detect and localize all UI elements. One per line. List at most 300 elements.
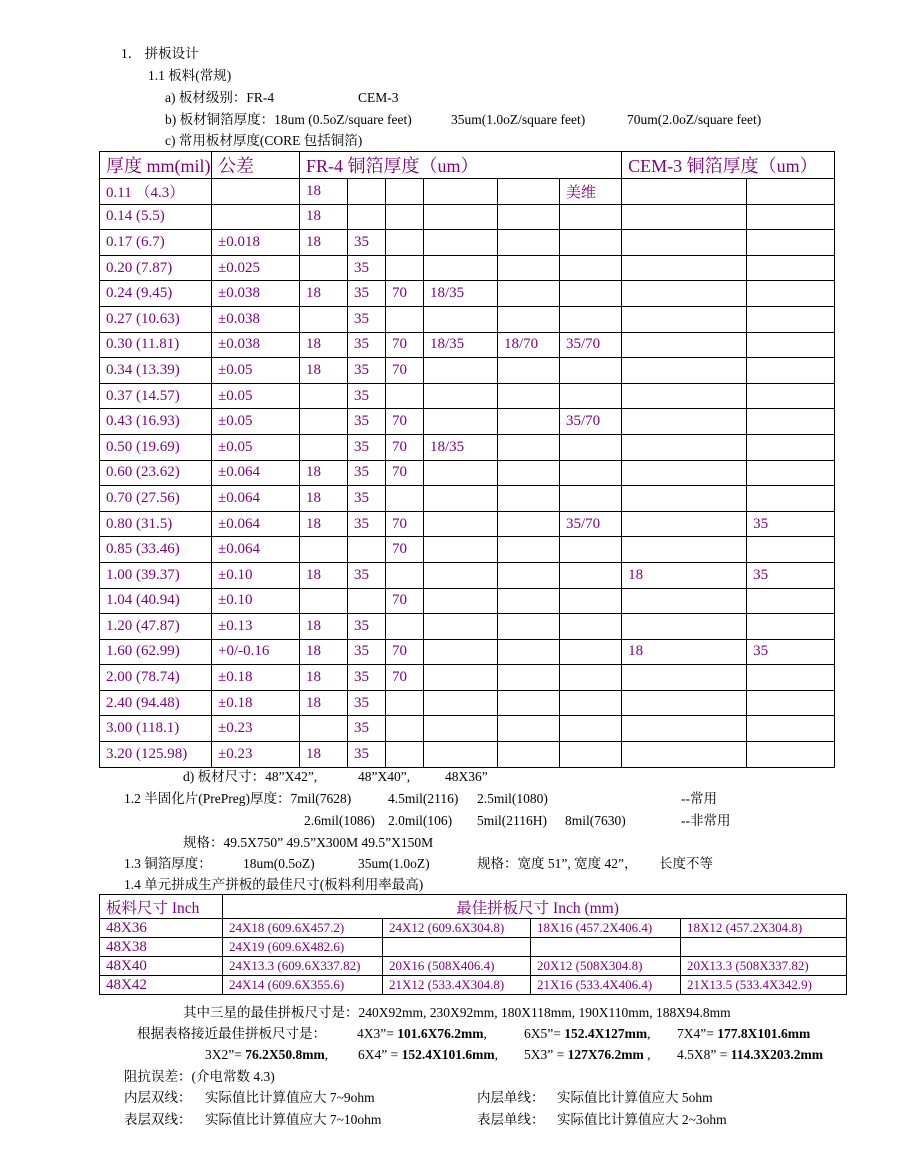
table-cell xyxy=(424,358,498,384)
table-cell: 70 xyxy=(386,511,424,537)
table-cell xyxy=(622,358,747,384)
table-cell xyxy=(424,716,498,742)
closest-size-pre: 5X3” = xyxy=(524,1047,568,1062)
closest-size-pre: 4X3”= xyxy=(357,1026,398,1041)
table-cell: 35 xyxy=(747,639,835,665)
table-cell xyxy=(424,179,498,205)
table-cell xyxy=(424,511,498,537)
table-cell xyxy=(498,306,560,332)
table-cell: 18 xyxy=(300,204,348,230)
closest-size-pre: 4.5X8” = xyxy=(677,1047,731,1062)
prepreg-uncommon-2: 2.0mil(106) xyxy=(388,813,453,828)
table-cell: 美维 xyxy=(560,179,622,205)
table-cell: 70 xyxy=(386,409,424,435)
table-cell xyxy=(498,537,560,563)
table-cell: 18 xyxy=(622,562,747,588)
table-cell: 70 xyxy=(386,460,424,486)
table-cell xyxy=(386,306,424,332)
table-cell: 35 xyxy=(348,562,386,588)
table-cell xyxy=(300,537,348,563)
inner-diff-value: 实际值比计算值应大 7~9ohm xyxy=(205,1090,375,1105)
panel-cell: 20X12 (508X304.8) xyxy=(531,957,681,976)
item-a-value: CEM-3 xyxy=(358,90,399,105)
table-cell xyxy=(560,742,622,768)
impedance-title: 阻抗误差：(介电常数 4.3) xyxy=(124,1069,275,1084)
table-cell xyxy=(386,614,424,640)
table-cell: +0/-0.16 xyxy=(212,639,300,665)
section-1-4-title: 1.4 单元拼成生产拼板的最佳尺寸(板料利用率最高) xyxy=(124,877,424,892)
table-cell: 2.40 (94.48) xyxy=(100,690,212,716)
table-cell xyxy=(386,562,424,588)
table-cell xyxy=(386,179,424,205)
panel-cell: 21X13.5 (533.4X342.9) xyxy=(681,976,847,995)
table-cell: 35 xyxy=(348,383,386,409)
table-cell xyxy=(747,409,835,435)
table-cell xyxy=(424,486,498,512)
table-cell xyxy=(386,204,424,230)
subsection-title: 1.1 板料(常规) xyxy=(148,68,232,83)
table-cell xyxy=(560,358,622,384)
table-cell xyxy=(348,204,386,230)
table-cell xyxy=(622,281,747,307)
closest-size-1 xyxy=(357,1025,487,1043)
header-sheet-size: 板料尺寸 Inch xyxy=(100,895,223,919)
table-cell xyxy=(498,639,560,665)
table-cell: 18 xyxy=(622,639,747,665)
table-row xyxy=(100,511,835,537)
table-cell: 0.11 （4.3） xyxy=(100,179,212,205)
table-cell: 0.14 (5.5) xyxy=(100,204,212,230)
table-cell xyxy=(560,486,622,512)
closest-size-pre: 6X4” = xyxy=(358,1047,402,1062)
outer-diff-value: 实际值比计算值应大 7~10ohm xyxy=(205,1112,382,1127)
table-cell: 35 xyxy=(348,665,386,691)
table-cell xyxy=(424,639,498,665)
table-cell xyxy=(747,588,835,614)
table-row xyxy=(100,486,835,512)
table-cell xyxy=(424,742,498,768)
table-cell: ±0.05 xyxy=(212,434,300,460)
closest-size-val: 177.8X101.6mm xyxy=(717,1026,811,1041)
closest-sep: , xyxy=(647,1026,651,1041)
table-cell: ±0.23 xyxy=(212,742,300,768)
closest-size-val: 114.3X203.2mm xyxy=(730,1047,823,1062)
table-cell: 1.00 (39.37) xyxy=(100,562,212,588)
table-cell: 70 xyxy=(386,332,424,358)
table-cell xyxy=(560,306,622,332)
table-row xyxy=(100,281,835,307)
table-cell xyxy=(622,409,747,435)
closest-size-val: 127X76.2mm xyxy=(567,1047,644,1062)
prepreg-uncommon-1: 2.6mil(1086) xyxy=(304,813,375,828)
table-cell: 35 xyxy=(348,511,386,537)
panel-sheet-size: 48X40 xyxy=(100,957,223,976)
table-cell xyxy=(747,742,835,768)
table-row xyxy=(100,460,835,486)
closest-size-6 xyxy=(524,1046,650,1064)
table-cell: ±0.018 xyxy=(212,230,300,256)
table-cell xyxy=(747,230,835,256)
panel-row xyxy=(100,976,847,995)
table-cell: ±0.064 xyxy=(212,537,300,563)
table-cell: 18 xyxy=(300,639,348,665)
table-cell xyxy=(424,588,498,614)
table-cell xyxy=(622,742,747,768)
panel-cell: 24X18 (609.6X457.2) xyxy=(223,919,383,938)
table-cell: 35/70 xyxy=(560,332,622,358)
table-cell xyxy=(498,358,560,384)
table-header-row xyxy=(100,152,835,179)
table-row xyxy=(100,665,835,691)
item-c-label: c) 常用板材厚度(CORE 包括铜箔) xyxy=(165,133,363,148)
table-cell: 0.80 (31.5) xyxy=(100,511,212,537)
table-cell: 35 xyxy=(348,486,386,512)
closest-sep: , xyxy=(324,1047,329,1062)
panel-cell: 24X13.3 (609.6X337.82) xyxy=(223,957,383,976)
panel-size-table xyxy=(99,894,847,995)
item-b-value-3: 70um(2.0oZ/square feet) xyxy=(627,112,762,127)
table-cell xyxy=(300,588,348,614)
panel-row xyxy=(100,938,847,957)
table-cell xyxy=(622,716,747,742)
table-cell xyxy=(300,306,348,332)
closest-sep: , xyxy=(643,1047,651,1062)
table-cell xyxy=(747,306,835,332)
table-cell xyxy=(348,537,386,563)
table-cell xyxy=(747,665,835,691)
closest-size-4 xyxy=(205,1046,328,1064)
table-cell: ±0.13 xyxy=(212,614,300,640)
table-cell xyxy=(386,230,424,256)
table-cell xyxy=(498,486,560,512)
table-cell xyxy=(498,255,560,281)
table-cell: 3.20 (125.98) xyxy=(100,742,212,768)
panel-cell: 20X13.3 (508X337.82) xyxy=(681,957,847,976)
table-cell xyxy=(560,716,622,742)
panel-cell: 21X12 (533.4X304.8) xyxy=(383,976,531,995)
table-cell xyxy=(498,281,560,307)
table-cell: 70 xyxy=(386,588,424,614)
table-cell: 70 xyxy=(386,434,424,460)
table-cell xyxy=(560,588,622,614)
table-cell: 0.24 (9.45) xyxy=(100,281,212,307)
table-cell xyxy=(560,537,622,563)
table-cell: 35 xyxy=(348,332,386,358)
table-cell xyxy=(424,665,498,691)
table-cell: 2.00 (78.74) xyxy=(100,665,212,691)
table-row xyxy=(100,179,835,205)
table-cell: ±0.064 xyxy=(212,460,300,486)
table-cell xyxy=(498,742,560,768)
table-cell: 35 xyxy=(348,281,386,307)
table-cell xyxy=(622,665,747,691)
panel-row xyxy=(100,957,847,976)
table-cell: 35 xyxy=(348,716,386,742)
table-cell xyxy=(498,588,560,614)
table-cell: ±0.038 xyxy=(212,332,300,358)
table-cell: 0.34 (13.39) xyxy=(100,358,212,384)
table-cell xyxy=(560,255,622,281)
table-cell xyxy=(747,179,835,205)
table-cell: ±0.10 xyxy=(212,588,300,614)
table-cell xyxy=(424,614,498,640)
table-cell: 35 xyxy=(348,358,386,384)
table-cell: 70 xyxy=(386,537,424,563)
table-cell: 1.04 (40.94) xyxy=(100,588,212,614)
table-cell xyxy=(424,383,498,409)
table-cell xyxy=(747,716,835,742)
table-cell xyxy=(498,460,560,486)
table-cell: 18 xyxy=(300,665,348,691)
item-a-label: a) 板材级别：FR-4 xyxy=(165,90,275,105)
table-cell: 18/35 xyxy=(424,434,498,460)
table-cell: 35 xyxy=(348,255,386,281)
table-cell: 35 xyxy=(348,306,386,332)
table-cell: 0.37 (14.57) xyxy=(100,383,212,409)
table-row xyxy=(100,204,835,230)
table-row xyxy=(100,588,835,614)
panel-cell: 18X16 (457.2X406.4) xyxy=(531,919,681,938)
closest-size-7 xyxy=(677,1046,823,1064)
table-cell xyxy=(747,204,835,230)
table-cell xyxy=(498,409,560,435)
table-cell xyxy=(498,230,560,256)
closest-size-val: 152.4X101.6mm xyxy=(401,1047,495,1062)
prepreg-note-uncommon: --非常用 xyxy=(681,813,731,828)
table-cell: 18 xyxy=(300,511,348,537)
table-cell: 35 xyxy=(348,614,386,640)
table-cell xyxy=(622,588,747,614)
table-cell: 0.50 (19.69) xyxy=(100,434,212,460)
table-cell xyxy=(622,383,747,409)
table-cell xyxy=(424,230,498,256)
inner-diff-label: 内层双线： xyxy=(124,1090,192,1105)
table-cell xyxy=(424,690,498,716)
header-fr4: FR-4 铜箔厚度（um） xyxy=(300,152,622,179)
table-cell: 0.20 (7.87) xyxy=(100,255,212,281)
table-cell xyxy=(498,383,560,409)
table-cell xyxy=(747,255,835,281)
table-cell: 0.27 (10.63) xyxy=(100,306,212,332)
table-cell: 35 xyxy=(747,562,835,588)
table-cell xyxy=(498,716,560,742)
closest-size-val: 152.4X127mm xyxy=(564,1026,648,1041)
copper-label: 1.3 铜箔厚度： xyxy=(124,856,212,871)
table-cell: 70 xyxy=(386,639,424,665)
table-cell xyxy=(747,690,835,716)
table-cell: ±0.038 xyxy=(212,281,300,307)
table-cell xyxy=(386,486,424,512)
table-cell xyxy=(212,179,300,205)
panel-cell xyxy=(681,938,847,957)
table-cell xyxy=(622,255,747,281)
table-cell xyxy=(560,230,622,256)
panel-table-header xyxy=(100,895,847,919)
table-cell xyxy=(498,690,560,716)
panel-sheet-size: 48X42 xyxy=(100,976,223,995)
table-cell: 1.20 (47.87) xyxy=(100,614,212,640)
table-cell xyxy=(747,358,835,384)
item-d-value-2: 48”X40”, xyxy=(358,769,411,784)
table-cell xyxy=(622,511,747,537)
panel-row xyxy=(100,919,847,938)
table-row xyxy=(100,332,835,358)
table-cell xyxy=(560,562,622,588)
prepreg-note-common: --常用 xyxy=(681,791,717,806)
table-cell xyxy=(622,204,747,230)
table-cell: ±0.025 xyxy=(212,255,300,281)
outer-single-label: 表层单线： xyxy=(477,1112,545,1127)
table-cell xyxy=(622,614,747,640)
table-cell xyxy=(300,383,348,409)
outer-diff-label: 表层双线： xyxy=(124,1112,192,1127)
panel-cell: 24X14 (609.6X355.6) xyxy=(223,976,383,995)
table-cell xyxy=(424,409,498,435)
samsung-sizes: 其中三星的最佳拼板尺寸是：240X92mm, 230X92mm, 180X118mm, 190X110mm, 188X94.8mm xyxy=(183,1005,731,1020)
table-cell xyxy=(560,434,622,460)
table-cell xyxy=(622,230,747,256)
table-cell: 35/70 xyxy=(560,511,622,537)
table-cell: ±0.10 xyxy=(212,562,300,588)
table-cell: 70 xyxy=(386,358,424,384)
table-cell xyxy=(747,434,835,460)
table-cell: 18 xyxy=(300,562,348,588)
table-cell xyxy=(348,179,386,205)
section-title: 1． 拼板设计 xyxy=(121,46,199,61)
closest-label: 根据表格接近最佳拼板尺寸是： xyxy=(137,1026,326,1041)
table-cell xyxy=(300,434,348,460)
panel-cell: 21X16 (533.4X406.4) xyxy=(531,976,681,995)
table-cell: 18/70 xyxy=(498,332,560,358)
table-row xyxy=(100,383,835,409)
table-cell: ±0.064 xyxy=(212,486,300,512)
table-cell xyxy=(560,281,622,307)
table-cell xyxy=(747,537,835,563)
table-cell xyxy=(622,434,747,460)
table-cell xyxy=(747,486,835,512)
table-row xyxy=(100,434,835,460)
item-b-value-2: 35um(1.0oZ/square feet) xyxy=(451,112,586,127)
item-b-label: b) 板材铜箔厚度：18um (0.5oZ/square feet) xyxy=(165,112,412,127)
table-cell xyxy=(560,614,622,640)
table-cell: 35 xyxy=(348,639,386,665)
table-cell: 18/35 xyxy=(424,332,498,358)
panel-cell xyxy=(383,938,531,957)
table-cell xyxy=(560,639,622,665)
table-row xyxy=(100,306,835,332)
table-cell xyxy=(498,562,560,588)
table-cell: 35 xyxy=(348,230,386,256)
panel-cell: 18X12 (457.2X304.8) xyxy=(681,919,847,938)
closest-size-val: 101.6X76.2mm xyxy=(397,1026,484,1041)
closest-size-val: 76.2X50.8mm xyxy=(245,1047,325,1062)
inner-single-value: 实际值比计算值应大 5ohm xyxy=(557,1090,713,1105)
table-cell xyxy=(300,409,348,435)
panel-cell: 24X19 (609.6X482.6) xyxy=(223,938,383,957)
table-cell: 18/35 xyxy=(424,281,498,307)
table-cell: ±0.038 xyxy=(212,306,300,332)
closest-size-5 xyxy=(358,1046,498,1064)
table-cell xyxy=(622,179,747,205)
table-cell xyxy=(622,486,747,512)
table-cell xyxy=(212,204,300,230)
prepreg-label: 1.2 半固化片(PrePreg)厚度：7mil(7628) xyxy=(124,791,352,806)
table-cell: 0.60 (23.62) xyxy=(100,460,212,486)
item-d-value-3: 48X36” xyxy=(445,769,488,784)
table-cell: 35 xyxy=(747,511,835,537)
table-cell xyxy=(424,460,498,486)
prepreg-spec: 规格：49.5X750” 49.5”X300M 49.5”X150M xyxy=(183,835,434,850)
table-cell xyxy=(348,588,386,614)
table-cell xyxy=(560,204,622,230)
table-row xyxy=(100,614,835,640)
table-cell: 18 xyxy=(300,742,348,768)
item-d-label: d) 板材尺寸：48”X42”, xyxy=(183,769,318,784)
table-cell xyxy=(300,255,348,281)
table-cell xyxy=(424,204,498,230)
table-cell xyxy=(386,255,424,281)
table-cell: ±0.064 xyxy=(212,511,300,537)
inner-single-label: 内层单线： xyxy=(477,1090,545,1105)
table-cell: 18 xyxy=(300,332,348,358)
table-cell xyxy=(747,383,835,409)
table-cell xyxy=(498,434,560,460)
table-cell: 0.43 (16.93) xyxy=(100,409,212,435)
table-row xyxy=(100,562,835,588)
table-cell xyxy=(498,614,560,640)
header-tolerance: 公差 xyxy=(212,152,300,179)
table-cell: 35 xyxy=(348,742,386,768)
table-cell: ±0.18 xyxy=(212,690,300,716)
table-cell: 18 xyxy=(300,281,348,307)
table-row xyxy=(100,690,835,716)
table-cell xyxy=(560,665,622,691)
table-cell: 35 xyxy=(348,434,386,460)
table-row xyxy=(100,537,835,563)
table-cell: 18 xyxy=(300,460,348,486)
thickness-table xyxy=(99,151,835,768)
table-row xyxy=(100,409,835,435)
table-row xyxy=(100,742,835,768)
table-cell: 18 xyxy=(300,179,348,205)
table-cell: 18 xyxy=(300,690,348,716)
prepreg-uncommon-3: 5mil(2116H) xyxy=(477,813,547,828)
table-cell xyxy=(747,332,835,358)
prepreg-uncommon-4: 8mil(7630) xyxy=(565,813,626,828)
table-cell xyxy=(622,332,747,358)
table-cell xyxy=(747,614,835,640)
table-cell: 18 xyxy=(300,230,348,256)
table-cell xyxy=(498,511,560,537)
table-cell: 3.00 (118.1) xyxy=(100,716,212,742)
table-row xyxy=(100,639,835,665)
table-cell: 18 xyxy=(300,614,348,640)
table-cell xyxy=(424,255,498,281)
table-cell: 18 xyxy=(300,486,348,512)
closest-size-2 xyxy=(524,1025,650,1043)
panel-cell: 24X12 (609.6X304.8) xyxy=(383,919,531,938)
copper-length: 长度不等 xyxy=(659,856,713,871)
table-cell: 18 xyxy=(300,358,348,384)
table-cell xyxy=(386,716,424,742)
table-cell xyxy=(424,306,498,332)
prepreg-value-3: 2.5mil(1080) xyxy=(477,791,548,806)
header-best-panel: 最佳拼板尺寸 Inch (mm) xyxy=(223,895,847,919)
table-cell: 70 xyxy=(386,281,424,307)
prepreg-value-2: 4.5mil(2116) xyxy=(388,791,459,806)
closest-sep: , xyxy=(483,1026,487,1041)
table-cell: 35/70 xyxy=(560,409,622,435)
